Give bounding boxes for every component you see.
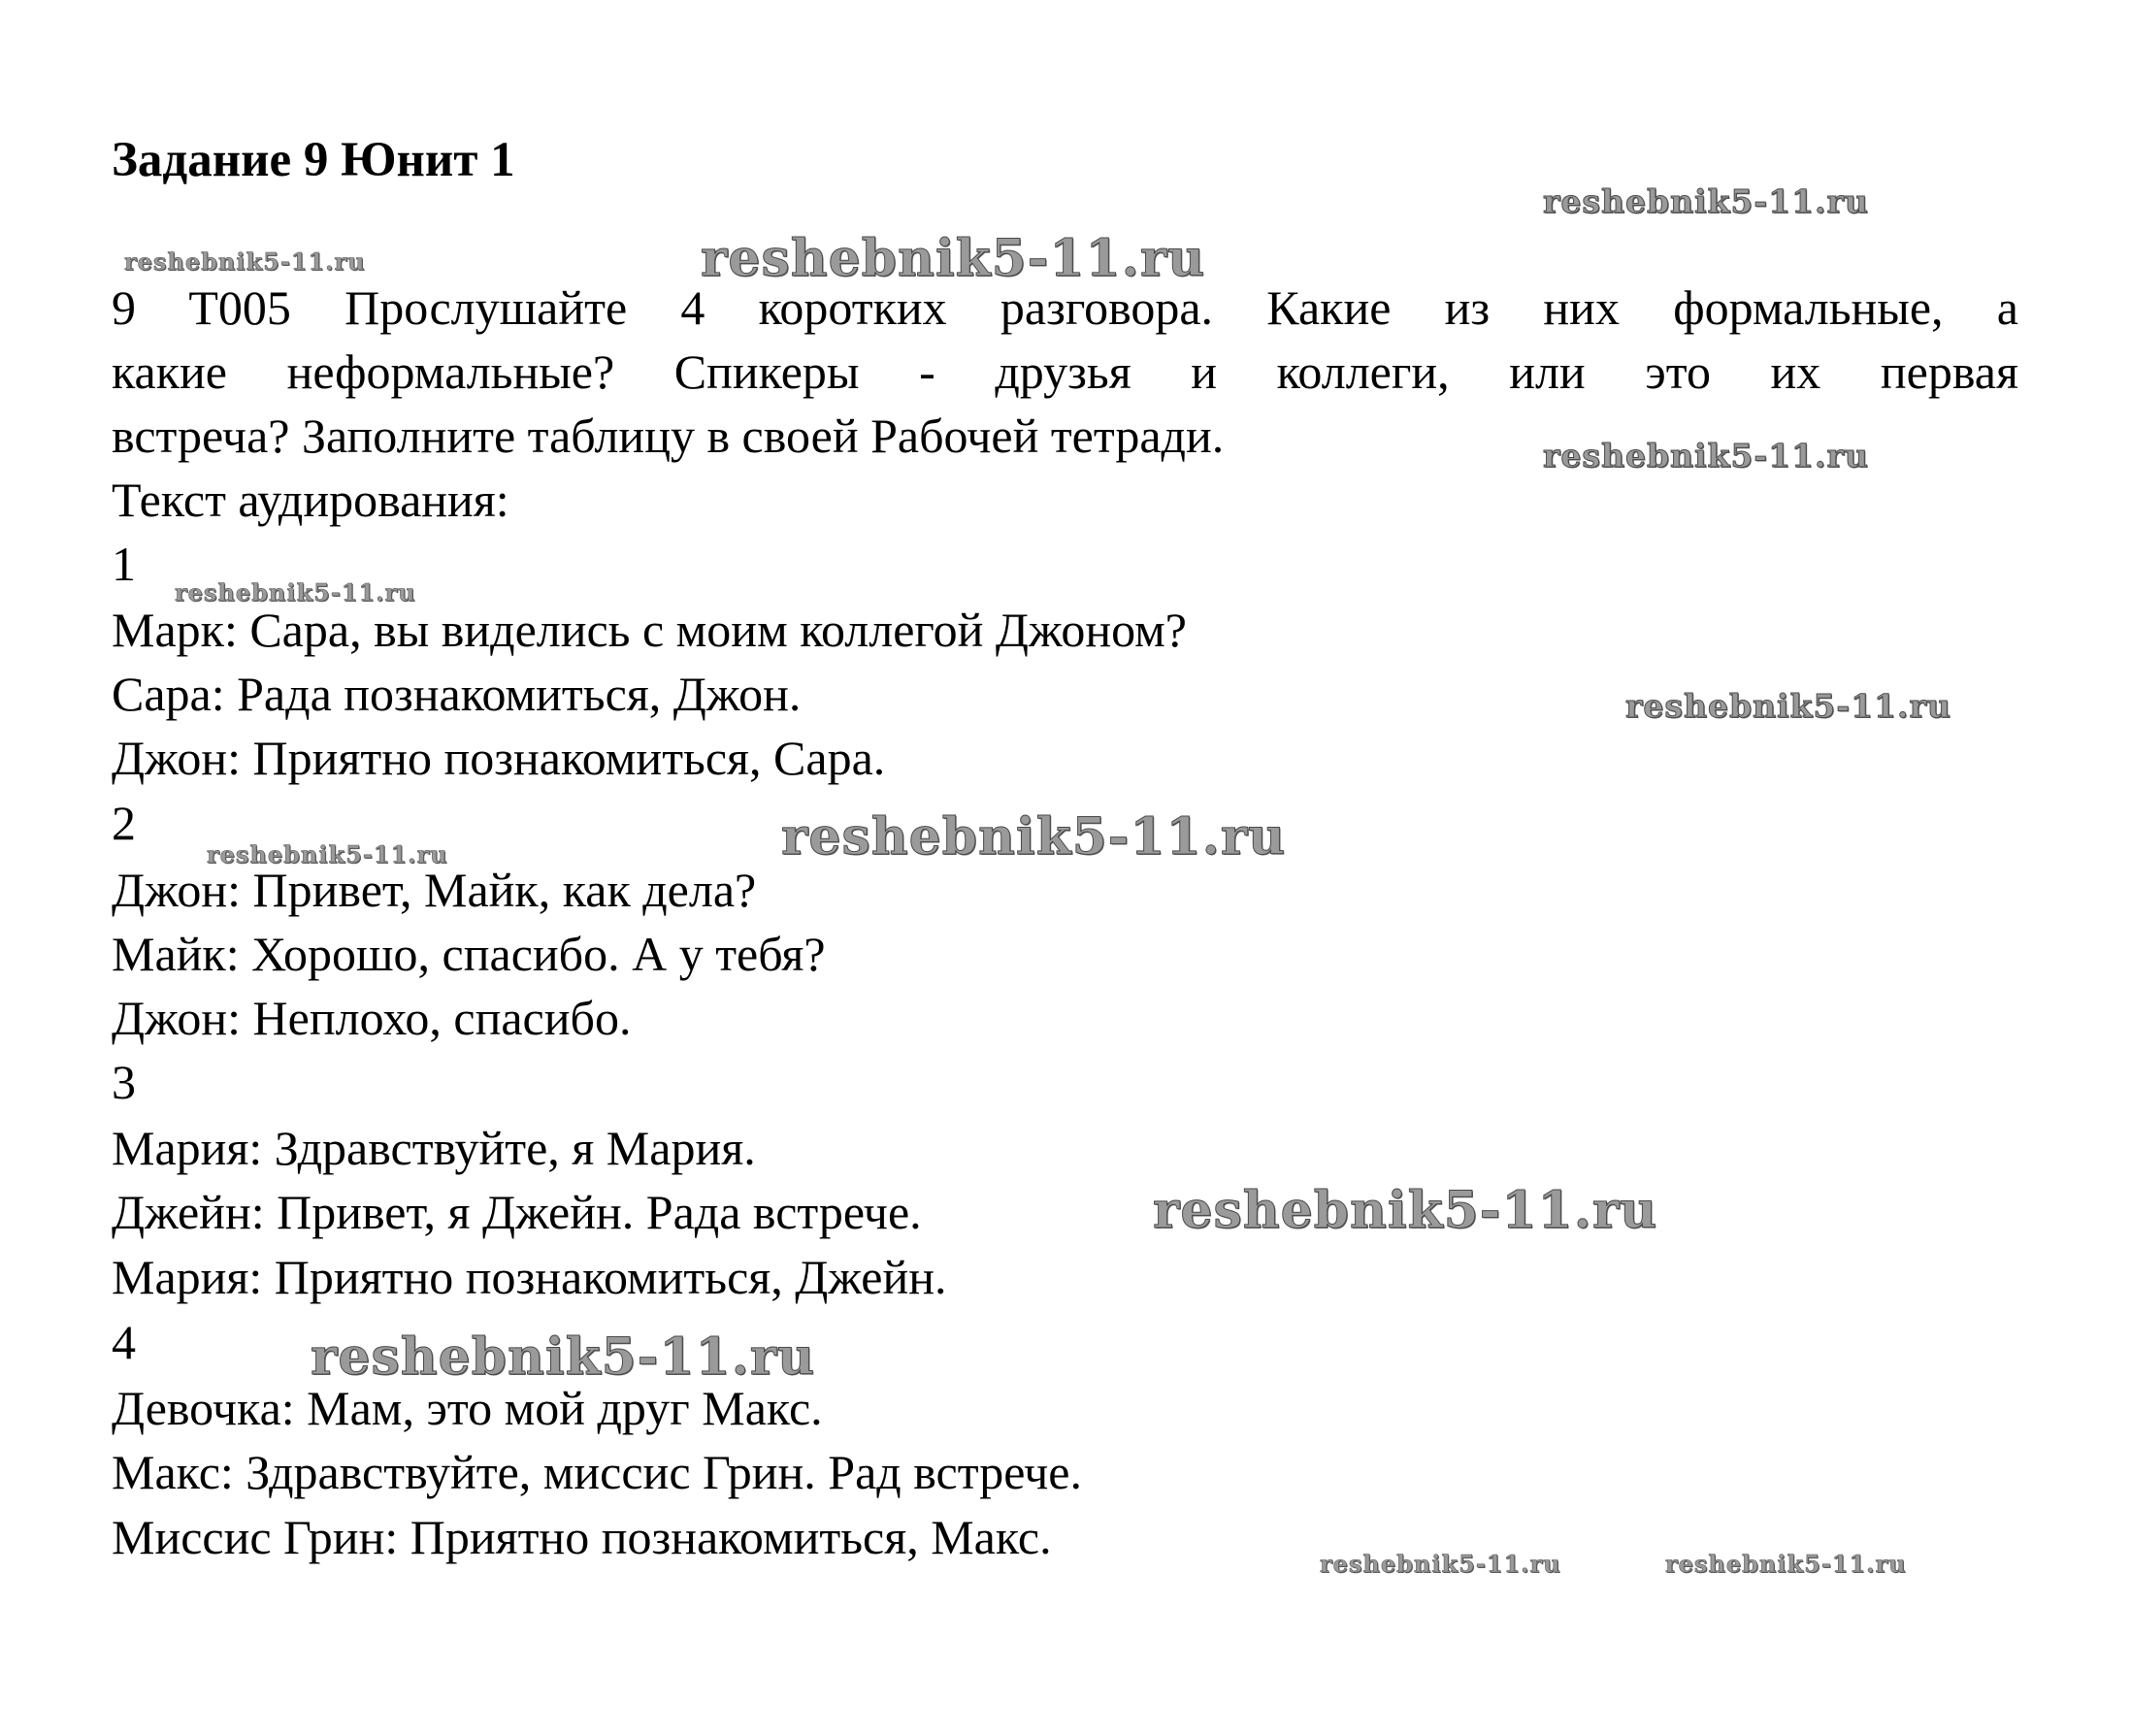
- page-title: Задание 9 Юнит 1: [112, 133, 515, 187]
- watermark: reshebnik5-11.ru: [175, 578, 416, 606]
- watermark: reshebnik5-11.ru: [1665, 1550, 1907, 1578]
- watermark: reshebnik5-11.ru: [1625, 687, 1951, 725]
- dialogue-line: Мария: Здравствуйте, я Мария.: [112, 1121, 756, 1175]
- dialogue-line: Миссис Грин: Приятно познакомиться, Макс.: [112, 1510, 1052, 1564]
- instruction-line-3: встреча? Заполните таблицу в своей Рабочей тетради.: [112, 409, 1225, 463]
- dialogue-line: Мария: Приятно познакомиться, Джейн.: [112, 1250, 947, 1304]
- watermark: reshebnik5-11.ru: [311, 1327, 816, 1387]
- dialogue-line: Девочка: Мам, это мой друг Макс.: [112, 1381, 823, 1435]
- instruction-line-1: 9 T005 Прослушайте 4 коротких разговора. Какие из них формальные, а: [112, 280, 2018, 335]
- watermark: reshebnik5-11.ru: [1543, 182, 1869, 220]
- dialogue-line: Джон: Приятно познакомиться, Сара.: [112, 731, 886, 785]
- instruction-line-2: какие неформальные? Спикеры - друзья и коллеги, или это их первая: [112, 344, 2018, 399]
- watermark: reshebnik5-11.ru: [781, 807, 1287, 867]
- watermark: reshebnik5-11.ru: [207, 840, 448, 868]
- dialogue-line: Джон: Привет, Майк, как дела?: [112, 863, 757, 917]
- transcript-heading: Текст аудирования:: [112, 473, 509, 527]
- dialogue-line: Макс: Здравствуйте, миссис Грин. Рад встрече.: [112, 1445, 1082, 1499]
- dialogue-number: 1: [112, 537, 136, 591]
- dialogue-line: Джейн: Привет, я Джейн. Рада встрече.: [112, 1185, 922, 1239]
- watermark: reshebnik5-11.ru: [1543, 437, 1869, 475]
- watermark: reshebnik5-11.ru: [124, 247, 366, 276]
- watermark: reshebnik5-11.ru: [701, 229, 1206, 288]
- dialogue-line: Майк: Хорошо, спасибо. А у тебя?: [112, 927, 826, 981]
- dialogue-number: 3: [112, 1055, 136, 1109]
- dialogue-number: 2: [112, 796, 136, 850]
- watermark: reshebnik5-11.ru: [1320, 1550, 1561, 1578]
- dialogue-line: Марк: Сара, вы виделись с моим коллегой Джоном?: [112, 603, 1187, 657]
- watermark: reshebnik5-11.ru: [1153, 1181, 1658, 1240]
- dialogue-line: Сара: Рада познакомиться, Джон.: [112, 667, 802, 721]
- dialogue-line: Джон: Неплохо, спасибо.: [112, 991, 632, 1045]
- dialogue-number: 4: [112, 1315, 136, 1369]
